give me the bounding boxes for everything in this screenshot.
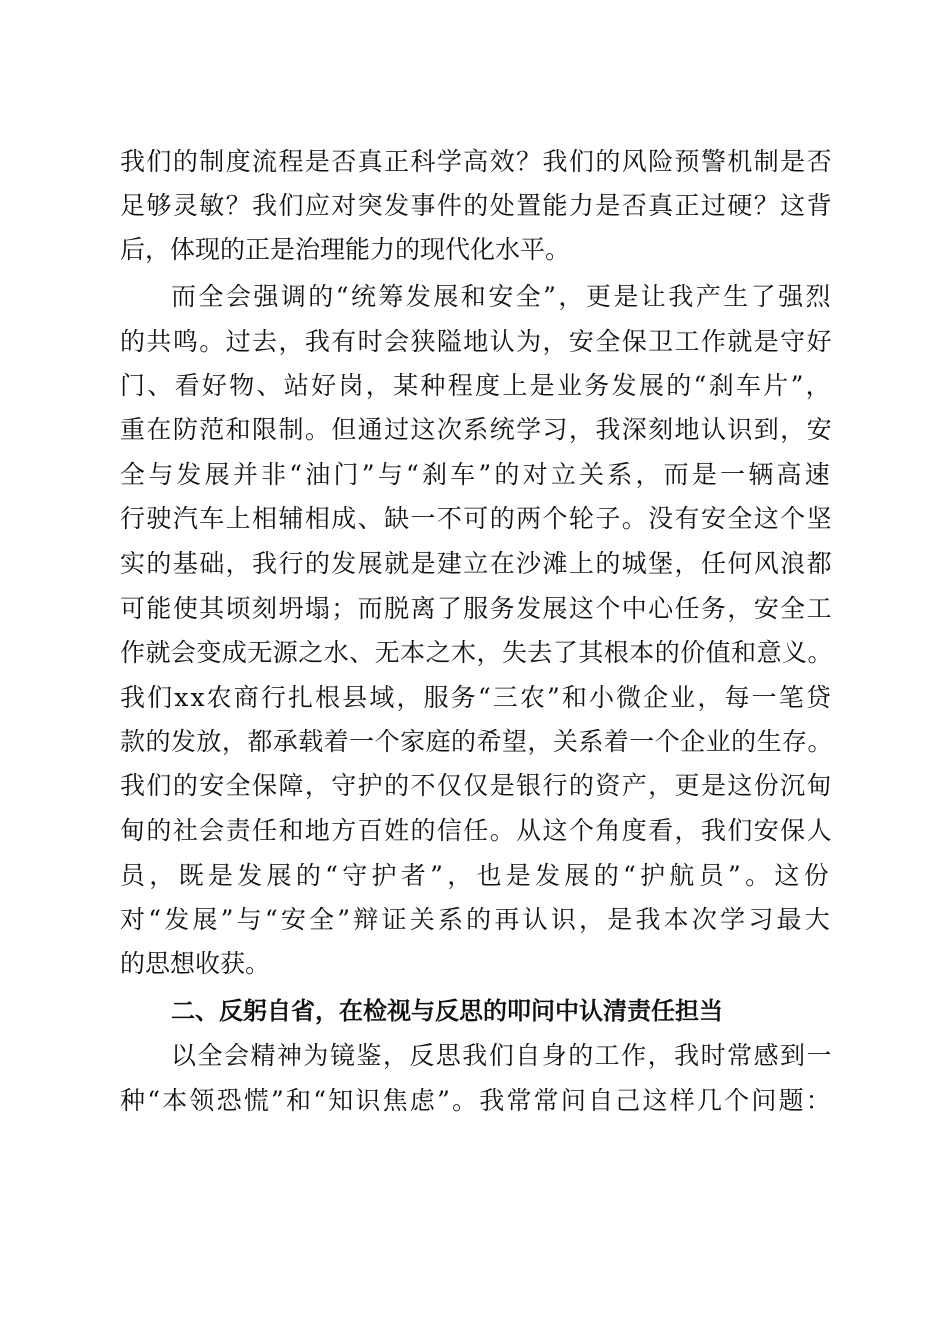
paragraph-2-line-9: 作就会变成无源之水、无本之木，失去了其根本的价值和意义。 (120, 638, 833, 667)
paragraph-2-line-4: 重在防范和限制。但通过这次系统学习，我深刻地认识到，安 (120, 415, 833, 444)
paragraph-1-line-3: 后，体现的正是治理能力的现代化水平。 (120, 235, 571, 264)
paragraph-2-line-1: 而全会强调的“统筹发展和安全”，更是让我产生了强烈 (171, 282, 833, 311)
paragraph-2-line-15: 对“发展”与“安全”辩证关系的再认识，是我本次学习最大 (120, 905, 833, 934)
paragraph-2-line-5: 全与发展并非“油门”与“刹车”的对立关系，而是一辆高速 (120, 460, 833, 489)
paragraph-3-line-1: 以全会精神为镜鉴，反思我们自身的工作，我时常感到一 (171, 1041, 833, 1070)
paragraph-1-line-1: 我们的制度流程是否真正科学高效？我们的风险预警机制是否 (120, 147, 833, 176)
paragraph-2-line-13: 甸的社会责任和地方百姓的信任。从这个角度看，我们安保人 (120, 816, 833, 845)
paragraph-2-line-16: 的思想收获。 (120, 949, 271, 978)
paragraph-3-line-2: 种“本领恐慌”和“知识焦虑”。我常常问自己这样几个问题： (120, 1086, 833, 1115)
paragraph-2-line-8: 可能使其顷刻坍塌；而脱离了服务发展这个中心任务，安全工 (120, 594, 833, 623)
paragraph-2-line-3: 门、看好物、站好岗，某种程度上是业务发展的“刹车片”， (120, 371, 833, 400)
paragraph-2-line-2: 的共鸣。过去，我有时会狭隘地认为，安全保卫工作就是守好 (120, 327, 833, 356)
paragraph-2-line-14: 员，既是发展的“守护者”，也是发展的“护航员”。这份 (120, 861, 833, 890)
paragraph-2-line-11: 款的发放，都承载着一个家庭的希望，关系着一个企业的生存。 (120, 727, 833, 756)
paragraph-1-line-2: 足够灵敏？我们应对突发事件的处置能力是否真正过硬？这背 (120, 191, 833, 220)
paragraph-2-line-10: 我们xx农商行扎根县域，服务“三农”和小微企业，每一笔贷 (120, 683, 833, 712)
paragraph-2-line-12: 我们的安全保障，守护的不仅仅是银行的资产，更是这份沉甸 (120, 771, 833, 800)
paragraph-2-line-6: 行驶汽车上相辅相成、缺一不可的两个轮子。没有安全这个坚 (120, 504, 833, 533)
paragraph-2-line-7: 实的基础，我行的发展就是建立在沙滩上的城堡，任何风浪都 (120, 549, 833, 578)
section-2-heading: 二、反躬自省，在检视与反思的叩问中认清责任担当 (171, 997, 723, 1025)
